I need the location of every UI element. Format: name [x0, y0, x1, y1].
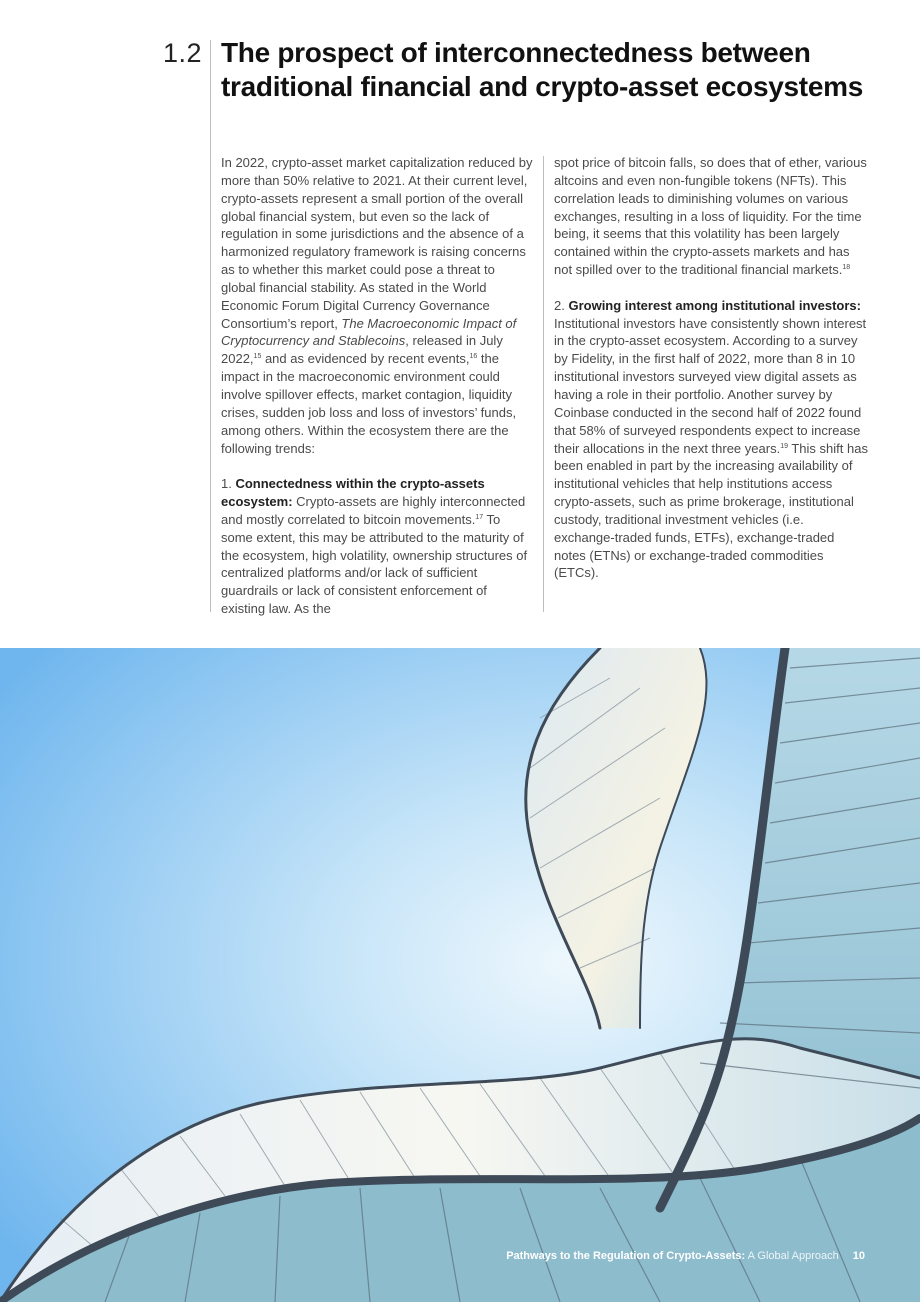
right-paragraph-institutional: 2. Growing interest among institutional investors: Institutional investors have consistently shown interest in the crypto-asset ecosystem. According to a survey by Fidelity, in the first half of 2022, more than 8 in 10 institutional investors surveyed view digital assets as having a role in their portfolio. Another survey by Coinbase conducted in the second half of 2022 found that 58% of surveyed respondents expect to increase their allocations in the next three years.$^{19}$ This shift has been enabled in part by the increasing availability of institutional vehicles that help institutions access crypto-assets, such as prime brokerage, institutional custody, traditional investment vehicles (i.e. exchange-traded funds, ETFs), exchange-traded notes (ETNs) or exchange-traded commodities (ETCs).: [554, 297, 868, 581]
left-column: [221, 154, 533, 636]
footer-report-title: Pathways to the Regulation of Crypto-Assets:: [506, 1250, 746, 1262]
left-paragraph-connectedness: 1. Connectedness within the crypto-assets ecosystem: Crypto-assets are highly interconnected and mostly correlated to bitcoin movements.$^{17}$ To some extent, this may be attributed to the maturity of the ecosystem, high volatility, ownership structures of centralized platforms and/or lack of sufficient guardrails or lack of consistent enforcement of existing law. As the: [221, 476, 528, 617]
footer-subtitle: A Global Approach: [745, 1250, 839, 1262]
right-column: [554, 154, 868, 600]
page-number: 10: [852, 1250, 865, 1262]
page-title: The prospect of interconnectedness between traditional financial and crypto-asset ecosystems: [221, 37, 863, 102]
right-paragraph-continuation: spot price of bitcoin falls, so does that of ether, various altcoins and even non-fungible tokens (NFTs). This correlation leads to diminishing volumes on various exchanges, resulting in a loss of liquidity. For the time being, it seems that this volatility has been largely contained within the crypto-assets markets and has not spilled over to the traditional financial markets.$^{18}$: [554, 155, 867, 278]
left-paragraph-intro: In 2022, crypto-asset market capitalization reduced by more than 50% relative to 2021. At their current level, crypto-assets represent a small portion of the overall global financial system, but even so the lack of regulation in some jurisdictions and the absence of a harmonized regulatory framework is raising concerns as to whether this market could pose a threat to global financial stability. As stated in the World Economic Forum Digital Currency Governance Consortium’s report, The Macroeconomic Impact of Cryptocurrency and Stablecoins, released in July 2022,15 and as evidenced by recent events,$^{16}$ the impact in the macroeconomic environment could involve spillover effects, market contagion, liquidity crises, sudden job loss and loss of investors’ funds, among others. Within the ecosystem there are the following trends:: [221, 155, 533, 456]
column-divider: [543, 156, 544, 612]
architecture-photo: [0, 648, 920, 1302]
page-footer: [506, 1250, 865, 1262]
section-number: 1.2: [163, 38, 203, 68]
title-divider: [210, 40, 211, 612]
